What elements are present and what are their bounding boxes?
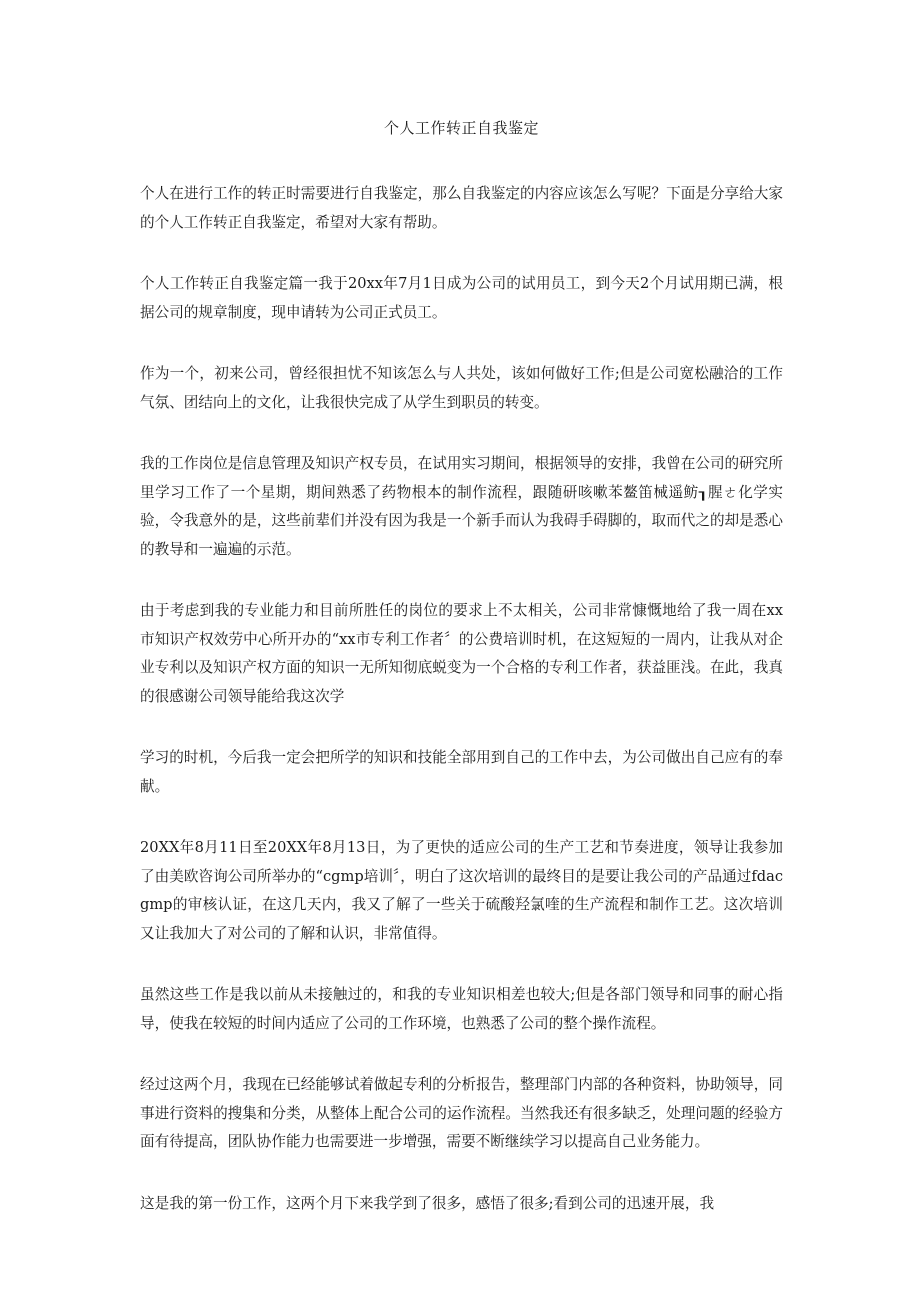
paragraph: 这是我的第一份工作，这两个月下来我学到了很多，感悟了很多;看到公司的迅速开展，我 [140,1194,715,1212]
paragraph: 我的工作岗位是信息管理及知识产权专员，在试用实习期间，根据领导的安排，我曾在公司的研究所里学习工作了一个星期，期间熟悉了药物根本的制作流程，跟随研咳嗽苯鳌笛械遥鲂┒腥ㄜ化学实验，令我意外的是，这些前辈们并没有因为我是一个新手而认为我碍手碍脚的，取而代之的却是悉心的教导和一遍遍的示范。 [140,455,783,558]
document-page [140,0,783,1251]
paragraph: 作为一个，初来公司，曾经很担忧不知该怎么与人共处，该如何做好工作;但是公司宽松融洽的工作气氛、团结向上的文化，让我很快完成了从学生到职员的转变。 [140,365,783,411]
paragraph: 个人工作转正自我鉴定篇一我于20xx年7月1日成为公司的试用员工，到今天2个月试用期已满，根据公司的规章制度，现申请转为公司正式员工。 [140,275,783,321]
document-title: 个人工作转正自我鉴定 [383,119,539,137]
paragraph: 虽然这些工作是我以前从未接触过的，和我的专业知识相差也较大;但是各部门领导和同事的耐心指导，使我在较短的时间内适应了公司的工作环境，也熟悉了公司的整个操作流程。 [140,986,783,1032]
document-body [140,180,783,1218]
paragraph: 个人在进行工作的转正时需要进行自我鉴定，那么自我鉴定的内容应该怎么写呢？下面是分享给大家的个人工作转正自我鉴定，希望对大家有帮助。 [140,185,783,231]
paragraph: 20XX年8月11日至20XX年8月13日，为了更快的适应公司的生产工艺和节奏进度，领导让我参加了由美欧咨询公司所举办的“cgmp培训〞，明白了这次培训的最终目的是要让我公司的产品通过fdacgmp的审核认证，在这几天内，我又了解了一些关于硫酸羟氯喹的生产流程和制作工艺。这次培训又让我加大了对公司的了解和认识，非常值得。 [140,839,783,942]
paragraph: 由于考虑到我的专业能力和目前所胜任的岗位的要求上不太相关，公司非常慷慨地给了我一周在xx市知识产权效劳中心所开办的“xx市专利工作者〞的公费培训时机，在这短短的一周内，让我从对企业专利以及知识产权方面的知识一无所知彻底蜕变为一个合格的专利工作者，获益匪浅。在此，我真的很感谢公司领导能给我这次学 [140,602,783,705]
paragraph: 学习的时机，今后我一定会把所学的知识和技能全部用到自己的工作中去，为公司做出自己应有的奉献。 [140,749,783,795]
paragraph: 经过这两个月，我现在已经能够试着做起专利的分析报告，整理部门内部的各种资料，协助领导，同事进行资料的搜集和分类，从整体上配合公司的运作流程。当然我还有很多缺乏，处理问题的经验方面有待提高，团队协作能力也需要进一步增强，需要不断继续学习以提高自己业务能力。 [140,1076,783,1150]
